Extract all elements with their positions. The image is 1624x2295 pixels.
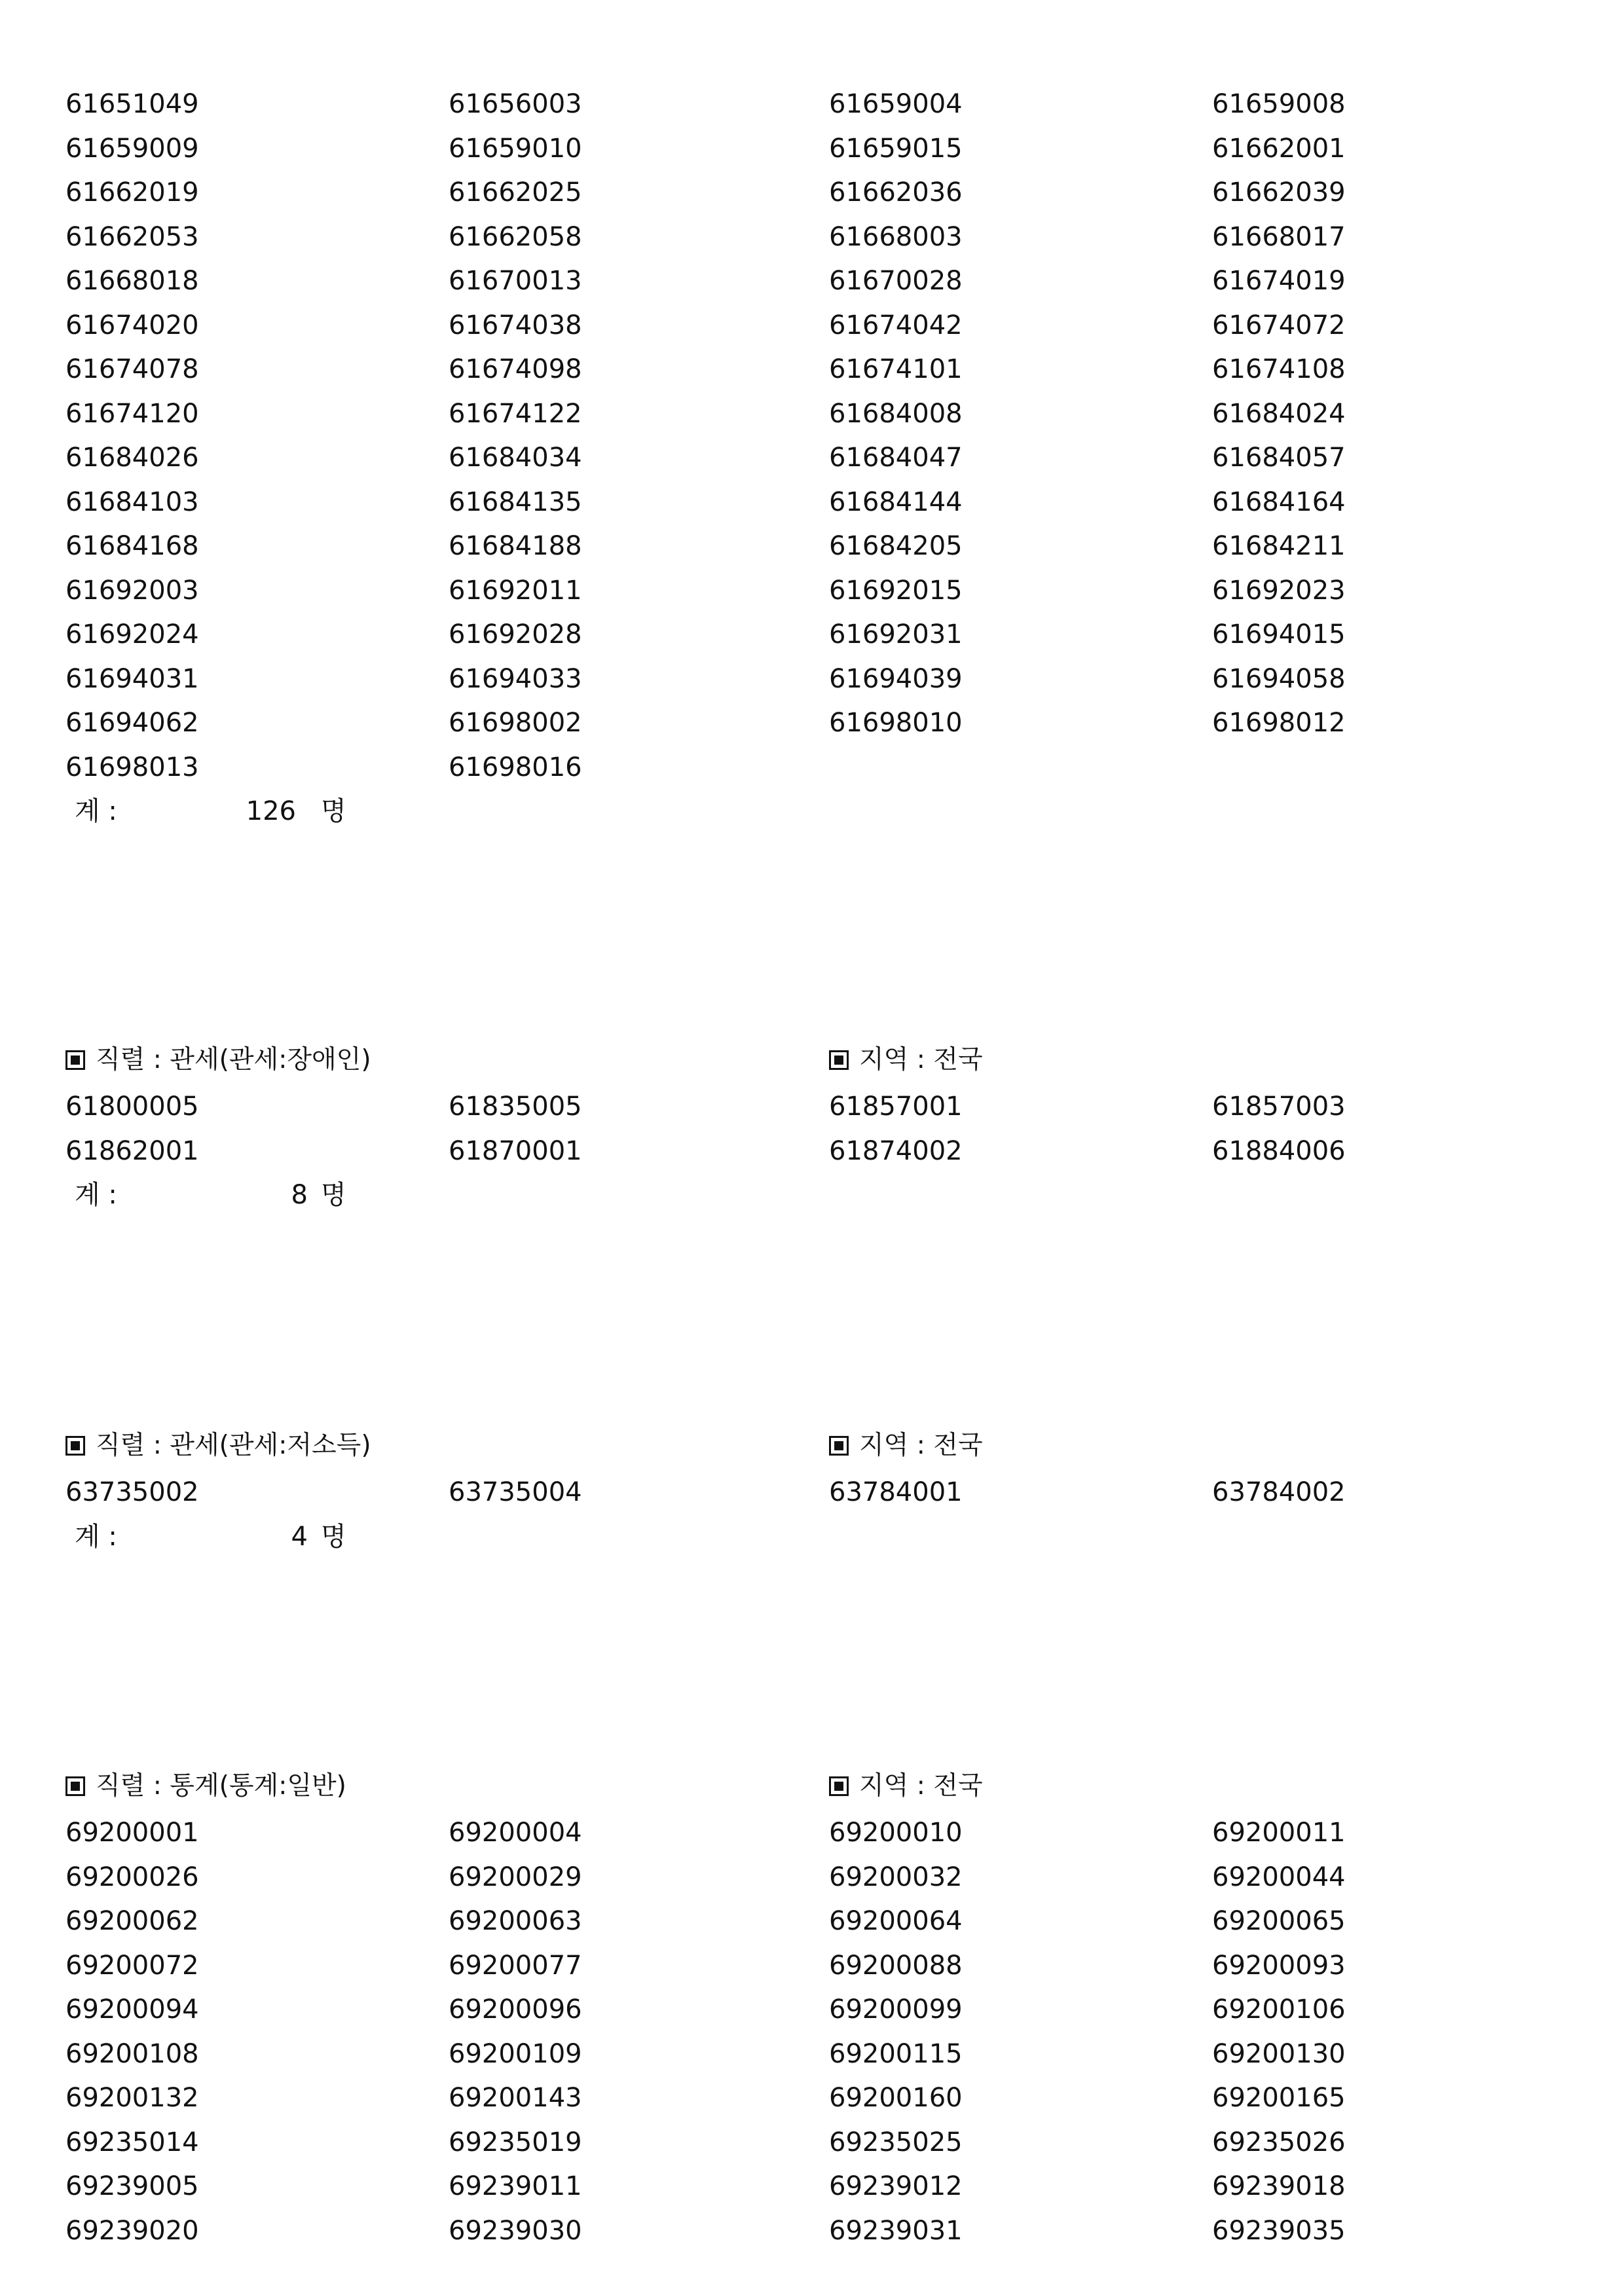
number-cell: 61674072 (1212, 310, 1346, 340)
number-cell: 61692031 (829, 619, 963, 650)
number-cell: 69200032 (829, 1862, 963, 1892)
number-cell: 69239031 (829, 2215, 963, 2246)
number-cell: 69235014 (65, 2127, 199, 2157)
number-cell: 61659004 (829, 89, 963, 119)
number-grid (65, 1085, 1559, 1173)
number-cell: 69200096 (449, 1994, 582, 2025)
number-cell: 61674020 (65, 310, 199, 340)
number-cell: 69239020 (65, 2215, 199, 2246)
number-list-section (65, 1426, 1559, 1559)
number-cell: 69200064 (829, 1906, 963, 1936)
number-cell: 69200063 (449, 1906, 582, 1936)
number-cell: 61862001 (65, 1135, 199, 1166)
number-cell: 61662025 (449, 177, 582, 208)
number-cell: 69239012 (829, 2171, 963, 2201)
number-cell: 61684026 (65, 443, 199, 473)
number-cell: 61684205 (829, 531, 963, 561)
filled-square-icon (65, 1436, 85, 1456)
number-cell: 61694058 (1212, 663, 1346, 694)
region-heading: 지역 : 전국 (829, 1426, 983, 1465)
number-cell: 61698013 (65, 752, 199, 782)
number-cell: 61674038 (449, 310, 582, 340)
number-cell: 61674101 (829, 354, 963, 384)
number-cell: 69235025 (829, 2127, 963, 2157)
number-cell: 61662019 (65, 177, 199, 208)
number-cell: 61698012 (1212, 708, 1346, 738)
number-cell: 69200115 (829, 2038, 963, 2069)
number-cell: 61684168 (65, 531, 199, 561)
number-cell: 61662058 (449, 221, 582, 252)
number-cell: 69200065 (1212, 1906, 1346, 1936)
number-cell: 69235019 (449, 2127, 582, 2157)
number-cell: 61694039 (829, 663, 963, 694)
number-cell: 61698016 (449, 752, 582, 782)
number-cell: 61659010 (449, 133, 582, 164)
region-heading: 지역 : 전국 (829, 1040, 983, 1080)
number-cell: 63735004 (449, 1477, 582, 1507)
number-cell: 61662053 (65, 221, 199, 252)
number-cell: 63735002 (65, 1477, 199, 1507)
number-cell: 69200044 (1212, 1862, 1346, 1892)
number-cell: 61870001 (449, 1135, 582, 1166)
number-cell: 61694031 (65, 663, 199, 694)
number-cell: 69200165 (1212, 2083, 1346, 2113)
number-cell: 61857001 (829, 1092, 963, 1122)
job-category-heading: 직렬 : 통계(통계:일반) (65, 1767, 346, 1806)
total-label: 계 : (75, 1521, 117, 1552)
number-cell: 69200026 (65, 1862, 199, 1892)
region-heading: 지역 : 전국 (829, 1767, 983, 1806)
number-cell: 69239011 (449, 2171, 582, 2201)
total-unit: 명 (321, 796, 346, 826)
number-cell: 61659008 (1212, 89, 1346, 119)
number-cell: 61674098 (449, 354, 582, 384)
number-cell: 69200011 (1212, 1818, 1346, 1848)
number-list-section (65, 83, 1559, 834)
number-list-section (65, 1767, 1559, 2253)
number-cell: 61694062 (65, 708, 199, 738)
filled-square-icon (65, 1776, 85, 1796)
number-cell: 69200109 (449, 2038, 582, 2069)
total-unit: 명 (321, 1180, 346, 1210)
number-cell: 69200094 (65, 1994, 199, 2025)
number-cell: 61656003 (449, 89, 582, 119)
number-cell: 61659015 (829, 133, 963, 164)
job-category-heading: 직렬 : 관세(관세:장애인) (65, 1040, 371, 1080)
number-cell: 69200072 (65, 1950, 199, 1981)
number-cell: 61668018 (65, 266, 199, 296)
number-cell: 69200001 (65, 1818, 199, 1848)
number-cell: 61662039 (1212, 177, 1346, 208)
number-cell: 61651049 (65, 89, 199, 119)
number-cell: 61857003 (1212, 1092, 1346, 1122)
number-cell: 61684008 (829, 398, 963, 429)
number-cell: 69200132 (65, 2083, 199, 2113)
section-header (65, 1426, 1559, 1465)
number-cell: 61659009 (65, 133, 199, 164)
number-cell: 61684164 (1212, 487, 1346, 517)
number-cell: 61684047 (829, 443, 963, 473)
number-cell: 69200160 (829, 2083, 963, 2113)
number-cell: 61674120 (65, 398, 199, 429)
number-cell: 69200004 (449, 1818, 582, 1848)
number-grid (65, 1471, 1559, 1515)
number-cell: 69200062 (65, 1906, 199, 1936)
number-cell: 63784001 (829, 1477, 963, 1507)
number-cell: 63784002 (1212, 1477, 1346, 1507)
total-count: 126 (246, 796, 296, 826)
section-header (65, 1040, 1559, 1080)
total-count: 4 (291, 1521, 308, 1552)
number-cell: 69200077 (449, 1950, 582, 1981)
number-cell: 69239035 (1212, 2215, 1346, 2246)
number-cell: 61674108 (1212, 354, 1346, 384)
number-cell: 61692015 (829, 575, 963, 606)
total-unit: 명 (321, 1521, 346, 1552)
number-cell: 61692003 (65, 575, 199, 606)
number-cell: 69200143 (449, 2083, 582, 2113)
number-cell: 69200108 (65, 2038, 199, 2069)
section-header (65, 1767, 1559, 1806)
number-cell: 61668017 (1212, 221, 1346, 252)
number-cell: 61692028 (449, 619, 582, 650)
total-count: 8 (291, 1180, 308, 1210)
number-cell: 61692011 (449, 575, 582, 606)
number-cell: 61662001 (1212, 133, 1346, 164)
total-label: 계 : (75, 1180, 117, 1210)
number-cell: 69239030 (449, 2215, 582, 2246)
number-cell: 69239018 (1212, 2171, 1346, 2201)
number-cell: 61684188 (449, 531, 582, 561)
number-grid (65, 83, 1559, 790)
number-cell: 61684057 (1212, 443, 1346, 473)
number-list-section (65, 1040, 1559, 1217)
number-cell: 61662036 (829, 177, 963, 208)
filled-square-icon (829, 1050, 849, 1070)
number-cell: 61874002 (829, 1135, 963, 1166)
number-cell: 61670013 (449, 266, 582, 296)
number-cell: 61684024 (1212, 398, 1346, 429)
number-cell: 61684034 (449, 443, 582, 473)
job-category-heading: 직렬 : 관세(관세:저소득) (65, 1426, 371, 1465)
number-cell: 61684135 (449, 487, 582, 517)
total-row (65, 1515, 1559, 1559)
number-cell: 69200010 (829, 1818, 963, 1848)
number-cell: 69200093 (1212, 1950, 1346, 1981)
number-cell: 61884006 (1212, 1135, 1346, 1166)
number-cell: 69200099 (829, 1994, 963, 2025)
total-label: 계 : (75, 796, 117, 826)
number-cell: 69200088 (829, 1950, 963, 1981)
number-cell: 69239005 (65, 2171, 199, 2201)
number-cell: 69200029 (449, 1862, 582, 1892)
filled-square-icon (829, 1436, 849, 1456)
number-cell: 61674042 (829, 310, 963, 340)
number-cell: 61668003 (829, 221, 963, 252)
number-cell: 61692023 (1212, 575, 1346, 606)
number-cell: 69235026 (1212, 2127, 1346, 2157)
number-cell: 61835005 (449, 1092, 582, 1122)
number-cell: 61684211 (1212, 531, 1346, 561)
filled-square-icon (65, 1050, 85, 1070)
number-cell: 61692024 (65, 619, 199, 650)
total-row (65, 1173, 1559, 1217)
number-cell: 61674078 (65, 354, 199, 384)
number-cell: 61684103 (65, 487, 199, 517)
number-cell: 61670028 (829, 266, 963, 296)
number-cell: 61698010 (829, 708, 963, 738)
number-cell: 69200130 (1212, 2038, 1346, 2069)
total-row (65, 790, 1559, 834)
filled-square-icon (829, 1776, 849, 1796)
number-grid (65, 1811, 1559, 2253)
number-cell: 61674122 (449, 398, 582, 429)
number-cell: 61694015 (1212, 619, 1346, 650)
number-cell: 61800005 (65, 1092, 199, 1122)
number-cell: 61694033 (449, 663, 582, 694)
number-cell: 61698002 (449, 708, 582, 738)
number-cell: 61684144 (829, 487, 963, 517)
number-cell: 69200106 (1212, 1994, 1346, 2025)
number-cell: 61674019 (1212, 266, 1346, 296)
